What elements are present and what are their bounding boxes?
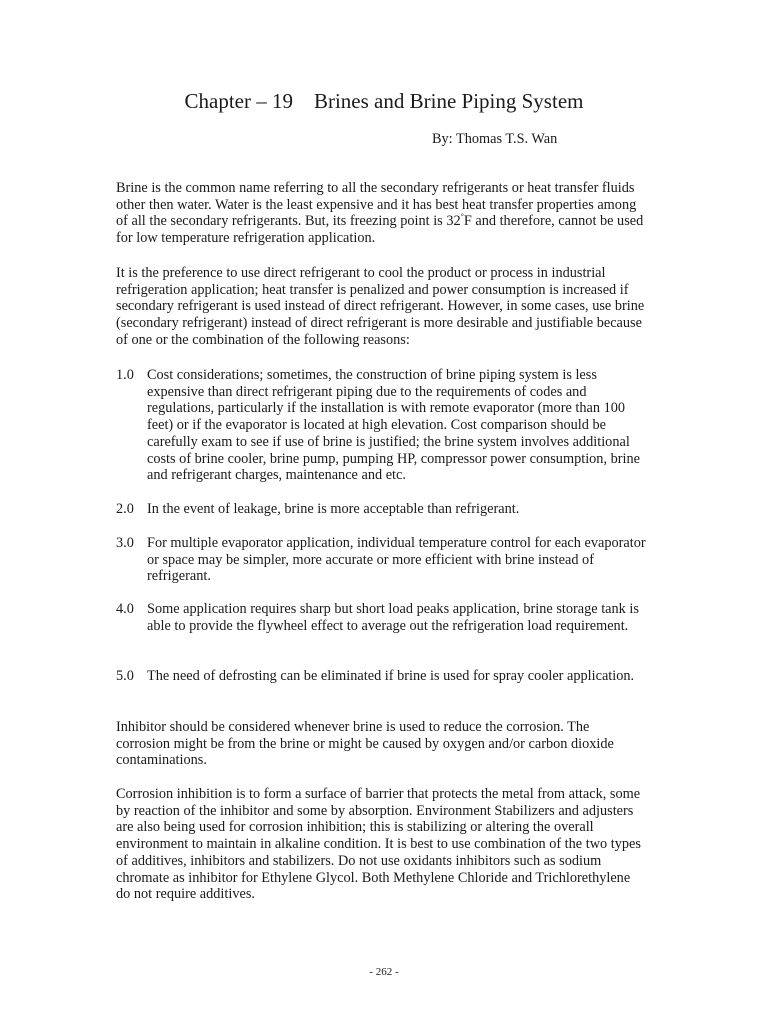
reason-number: 5.0 — [116, 668, 134, 684]
intro-paragraph — [116, 180, 646, 247]
reason-item-1 — [116, 367, 646, 484]
reason-number: 3.0 — [116, 535, 134, 551]
chapter-title: Chapter – 19 Brines and Brine Piping System — [184, 89, 584, 113]
reason-text: In the event of leakage, brine is more acceptable than refrigerant. — [147, 501, 520, 517]
reason-item-5 — [116, 668, 646, 685]
intro-text-part-2: F and therefore, cannot be used for low temperature refrigeration application. — [116, 213, 644, 247]
reason-item-3 — [116, 535, 646, 585]
reason-text: The need of defrosting can be eliminated if brine is used for spray cooler application. — [147, 668, 635, 684]
page-number: - 262 - — [369, 966, 399, 978]
reason-number: 4.0 — [116, 601, 134, 617]
inhibitor-paragraph: Inhibitor should be considered whenever brine is used to reduce the corrosion. The corrosion might be from the brine or might be caused by oxygen and/or carbon dioxide contaminations. — [116, 719, 614, 769]
degree-mark: ° — [460, 212, 464, 222]
reason-item-4 — [116, 601, 646, 634]
reason-text: Some application requires sharp but short load peaks application, brine storage tank is able to provide the flywheel effect to average out the refrigeration load requirement. — [147, 601, 639, 634]
intro-text-part-1: Brine is the common name referring to all the secondary refrigerants or heat transfer fluids other then water. Water is the least expensive and it has best heat transfer properties among of all the secondary refrigerants. But, its freezing point is 32 — [116, 180, 637, 230]
reason-text: For multiple evaporator application, individual temperature control for each evaporator or space may be simpler, more accurate or more efficient with brine instead of refrigerant. — [147, 535, 646, 585]
reason-text: Cost considerations; sometimes, the construction of brine piping system is less expensive than direct refrigerant piping due to the requirements of codes and regulations, particularly if the installation is with remote evaporator (more than 100 feet) or if the evaporator is located at high elevation. Cost comparison should be carefully exam to see if use of brine is justified; the brine system involves additional costs of brine cooler, brine pump, pumping HP, compressor power consumption, brine and refrigerant charges, maintenance and etc. — [147, 367, 640, 484]
reason-number: 2.0 — [116, 501, 134, 517]
author-line: By: Thomas T.S. Wan — [432, 131, 558, 147]
reason-number: 1.0 — [116, 367, 134, 383]
preference-paragraph: It is the preference to use direct refrigerant to cool the product or process in industrial refrigeration application; heat transfer is penalized and power consumption is increased if secondary refrigerant is used instead of direct refrigerant. However, in some cases, use brine (secondary refrigerant) instead of direct refrigerant is more desirable and justifiable because of one or the combination of the following reasons: — [116, 265, 645, 348]
corrosion-inhibition-paragraph: Corrosion inhibition is to form a surface of barrier that protects the metal from attack, some by reaction of the inhibitor and some by absorption. Environment Stabilizers and adjusters are also being used for corrosion inhibition; this is stabilizing or altering the overall environment to maintain in alkaline condition. It is best to use combination of the two types of additives, inhibitors and stabilizers. Do not use oxidants inhibitors such as sodium chromate as inhibitor for Ethylene Glycol. Both Methylene Chloride and Trichlorethylene do not require additives. — [116, 786, 641, 903]
reason-item-2 — [116, 501, 646, 518]
